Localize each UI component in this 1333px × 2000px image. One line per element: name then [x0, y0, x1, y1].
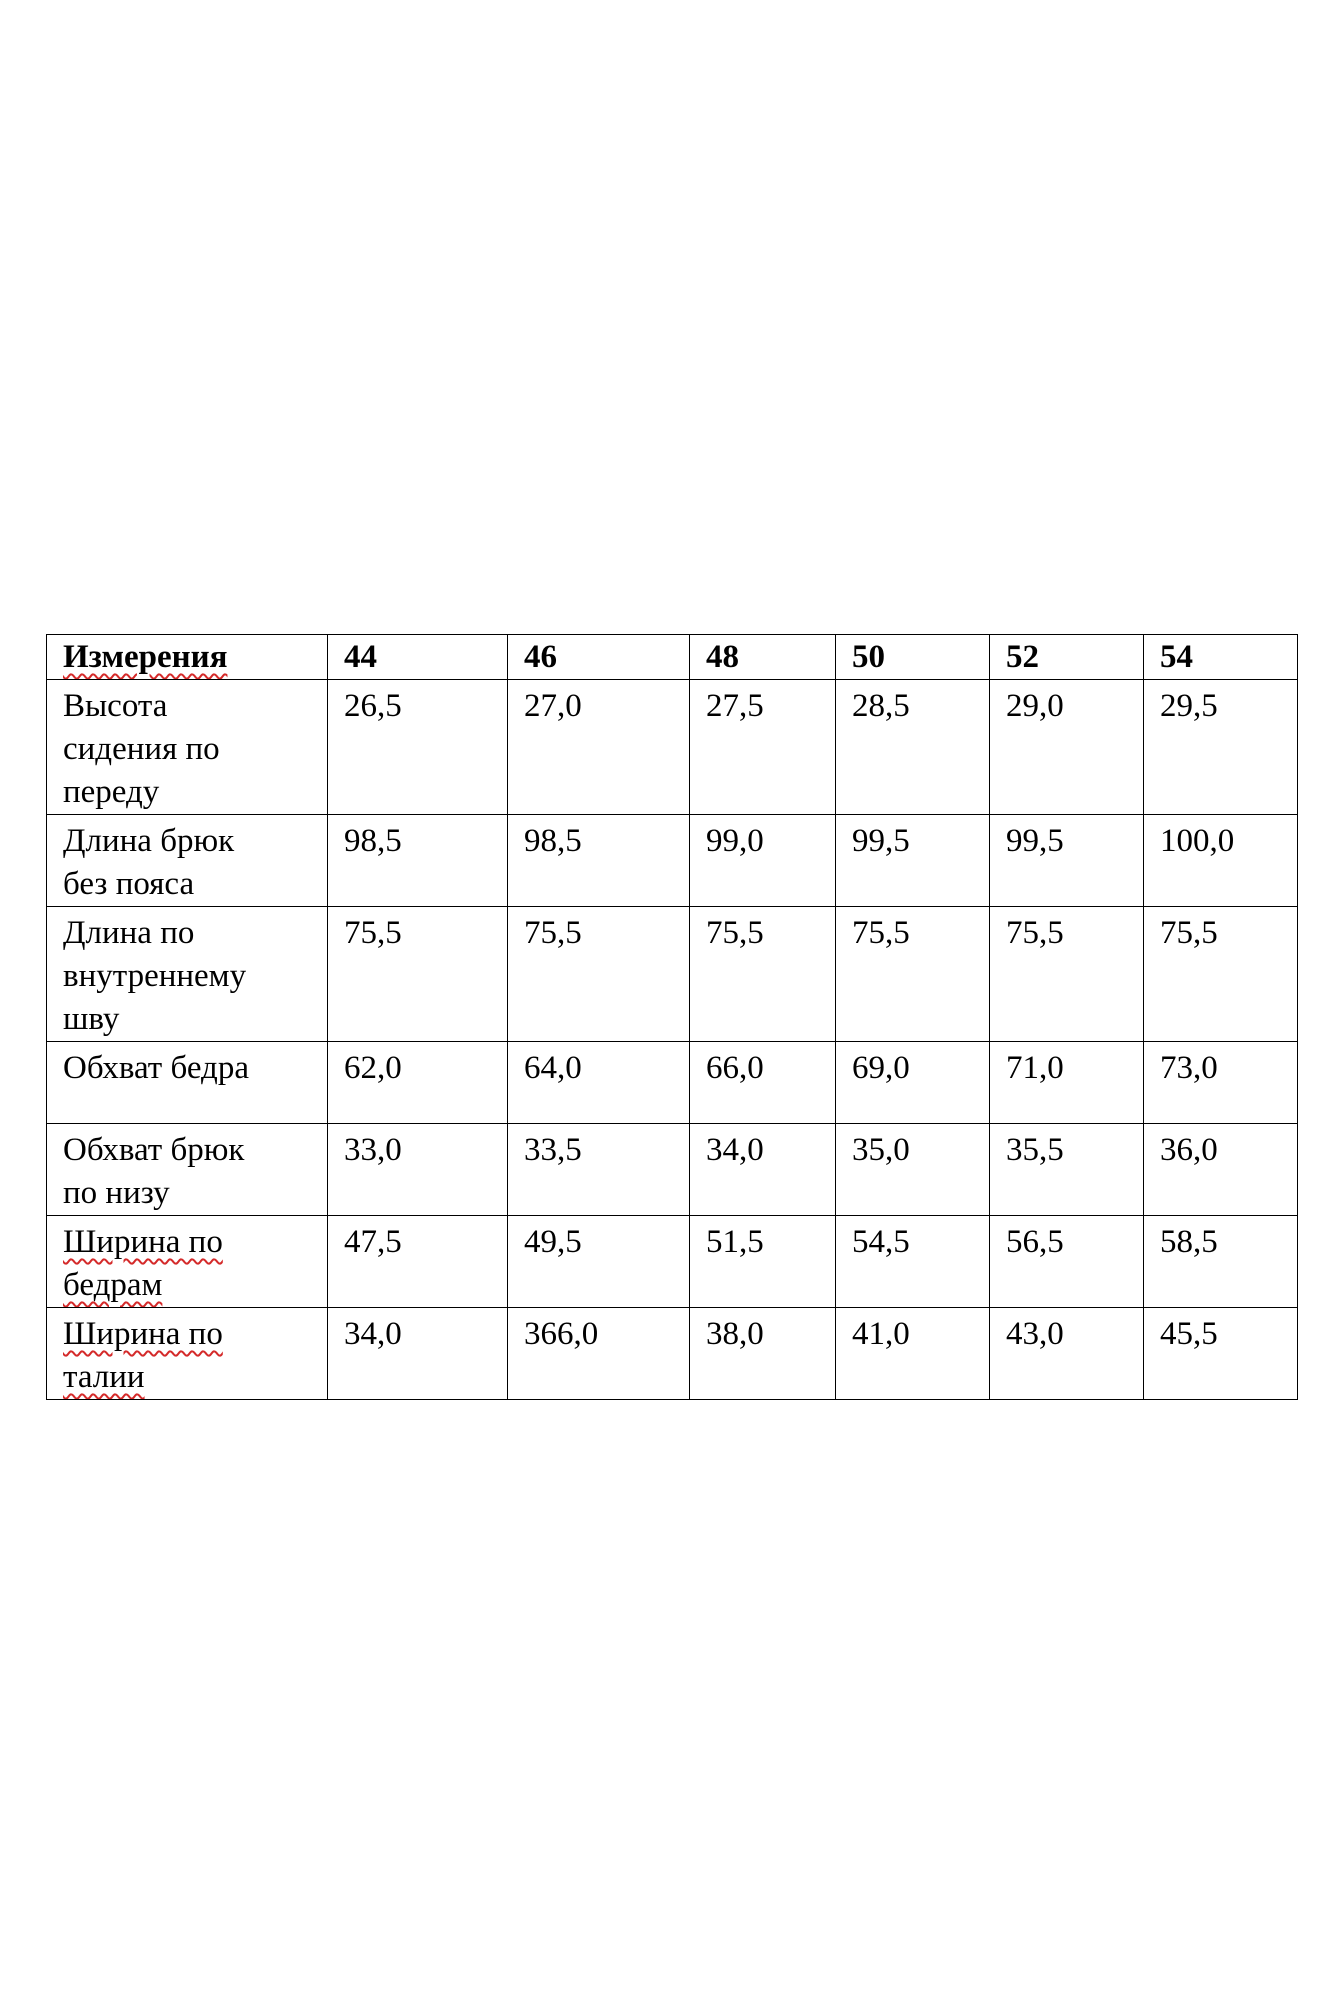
value-cell: 100,0	[1144, 815, 1298, 907]
value-cell: 33,5	[508, 1124, 690, 1216]
row-label-line: внутреннему	[63, 958, 247, 994]
row-label-line: Обхват брюк	[63, 1132, 245, 1168]
value-cell: 58,5	[1144, 1216, 1298, 1308]
table-row	[47, 815, 1298, 907]
row-label-line: бедрам	[63, 1267, 163, 1303]
value-cell: 54,5	[836, 1216, 990, 1308]
value-cell: 62,0	[328, 1042, 508, 1124]
table-row	[47, 1216, 1298, 1308]
row-label-line: без пояса	[63, 866, 195, 902]
value-cell: 75,5	[1144, 907, 1298, 1042]
row-label-line: Длина по	[63, 915, 195, 951]
row-label-cell	[47, 1216, 328, 1308]
value-cell: 36,0	[1144, 1124, 1298, 1216]
value-cell: 35,5	[990, 1124, 1144, 1216]
table-row	[47, 1124, 1298, 1216]
value-cell: 28,5	[836, 680, 990, 815]
table-body	[47, 635, 1298, 1400]
row-label-line: Длина брюк	[63, 823, 235, 859]
value-cell: 47,5	[328, 1216, 508, 1308]
value-cell: 75,5	[990, 907, 1144, 1042]
value-cell: 27,5	[690, 680, 836, 815]
row-label-line: Высота	[63, 688, 168, 724]
value-cell: 56,5	[990, 1216, 1144, 1308]
value-cell: 45,5	[1144, 1308, 1298, 1400]
header-cell-size: 52	[990, 635, 1144, 680]
value-cell: 99,0	[690, 815, 836, 907]
value-cell: 41,0	[836, 1308, 990, 1400]
value-cell: 34,0	[690, 1124, 836, 1216]
value-cell: 75,5	[690, 907, 836, 1042]
row-label-line: переду	[63, 774, 160, 810]
table-row	[47, 680, 1298, 815]
row-label-cell	[47, 680, 328, 815]
value-cell: 51,5	[690, 1216, 836, 1308]
value-cell: 73,0	[1144, 1042, 1298, 1124]
value-cell: 26,5	[328, 680, 508, 815]
row-label-line: шву	[63, 1001, 120, 1037]
header-cell-size: 44	[328, 635, 508, 680]
table-row	[47, 907, 1298, 1042]
value-cell: 71,0	[990, 1042, 1144, 1124]
value-cell: 64,0	[508, 1042, 690, 1124]
value-cell: 75,5	[328, 907, 508, 1042]
row-label-line: сидения по	[63, 731, 220, 767]
value-cell: 98,5	[328, 815, 508, 907]
value-cell: 35,0	[836, 1124, 990, 1216]
row-label-line: Ширина по	[63, 1316, 223, 1352]
size-chart-table	[46, 634, 1298, 1400]
table-row	[47, 1042, 1298, 1124]
row-label-cell	[47, 815, 328, 907]
header-label: Измерения	[63, 639, 228, 675]
header-cell-size: 54	[1144, 635, 1298, 680]
value-cell: 99,5	[836, 815, 990, 907]
value-cell: 66,0	[690, 1042, 836, 1124]
value-cell: 29,0	[990, 680, 1144, 815]
header-cell-measurements	[47, 635, 328, 680]
header-cell-size: 50	[836, 635, 990, 680]
value-cell: 98,5	[508, 815, 690, 907]
value-cell: 69,0	[836, 1042, 990, 1124]
value-cell: 43,0	[990, 1308, 1144, 1400]
value-cell: 99,5	[990, 815, 1144, 907]
row-label-line: Ширина по	[63, 1224, 223, 1260]
value-cell: 75,5	[836, 907, 990, 1042]
value-cell: 33,0	[328, 1124, 508, 1216]
row-label-line: Обхват бедра	[63, 1050, 249, 1086]
value-cell: 29,5	[1144, 680, 1298, 815]
table-header-row	[47, 635, 1298, 680]
header-cell-size: 46	[508, 635, 690, 680]
row-label-cell	[47, 1042, 328, 1124]
value-cell: 49,5	[508, 1216, 690, 1308]
table-row	[47, 1308, 1298, 1400]
row-label-line: по низу	[63, 1175, 170, 1211]
header-cell-size: 48	[690, 635, 836, 680]
row-label-line: талии	[63, 1359, 145, 1395]
row-label-cell	[47, 1124, 328, 1216]
value-cell: 27,0	[508, 680, 690, 815]
row-label-cell	[47, 1308, 328, 1400]
value-cell: 75,5	[508, 907, 690, 1042]
value-cell: 38,0	[690, 1308, 836, 1400]
value-cell: 366,0	[508, 1308, 690, 1400]
row-label-cell	[47, 907, 328, 1042]
value-cell: 34,0	[328, 1308, 508, 1400]
